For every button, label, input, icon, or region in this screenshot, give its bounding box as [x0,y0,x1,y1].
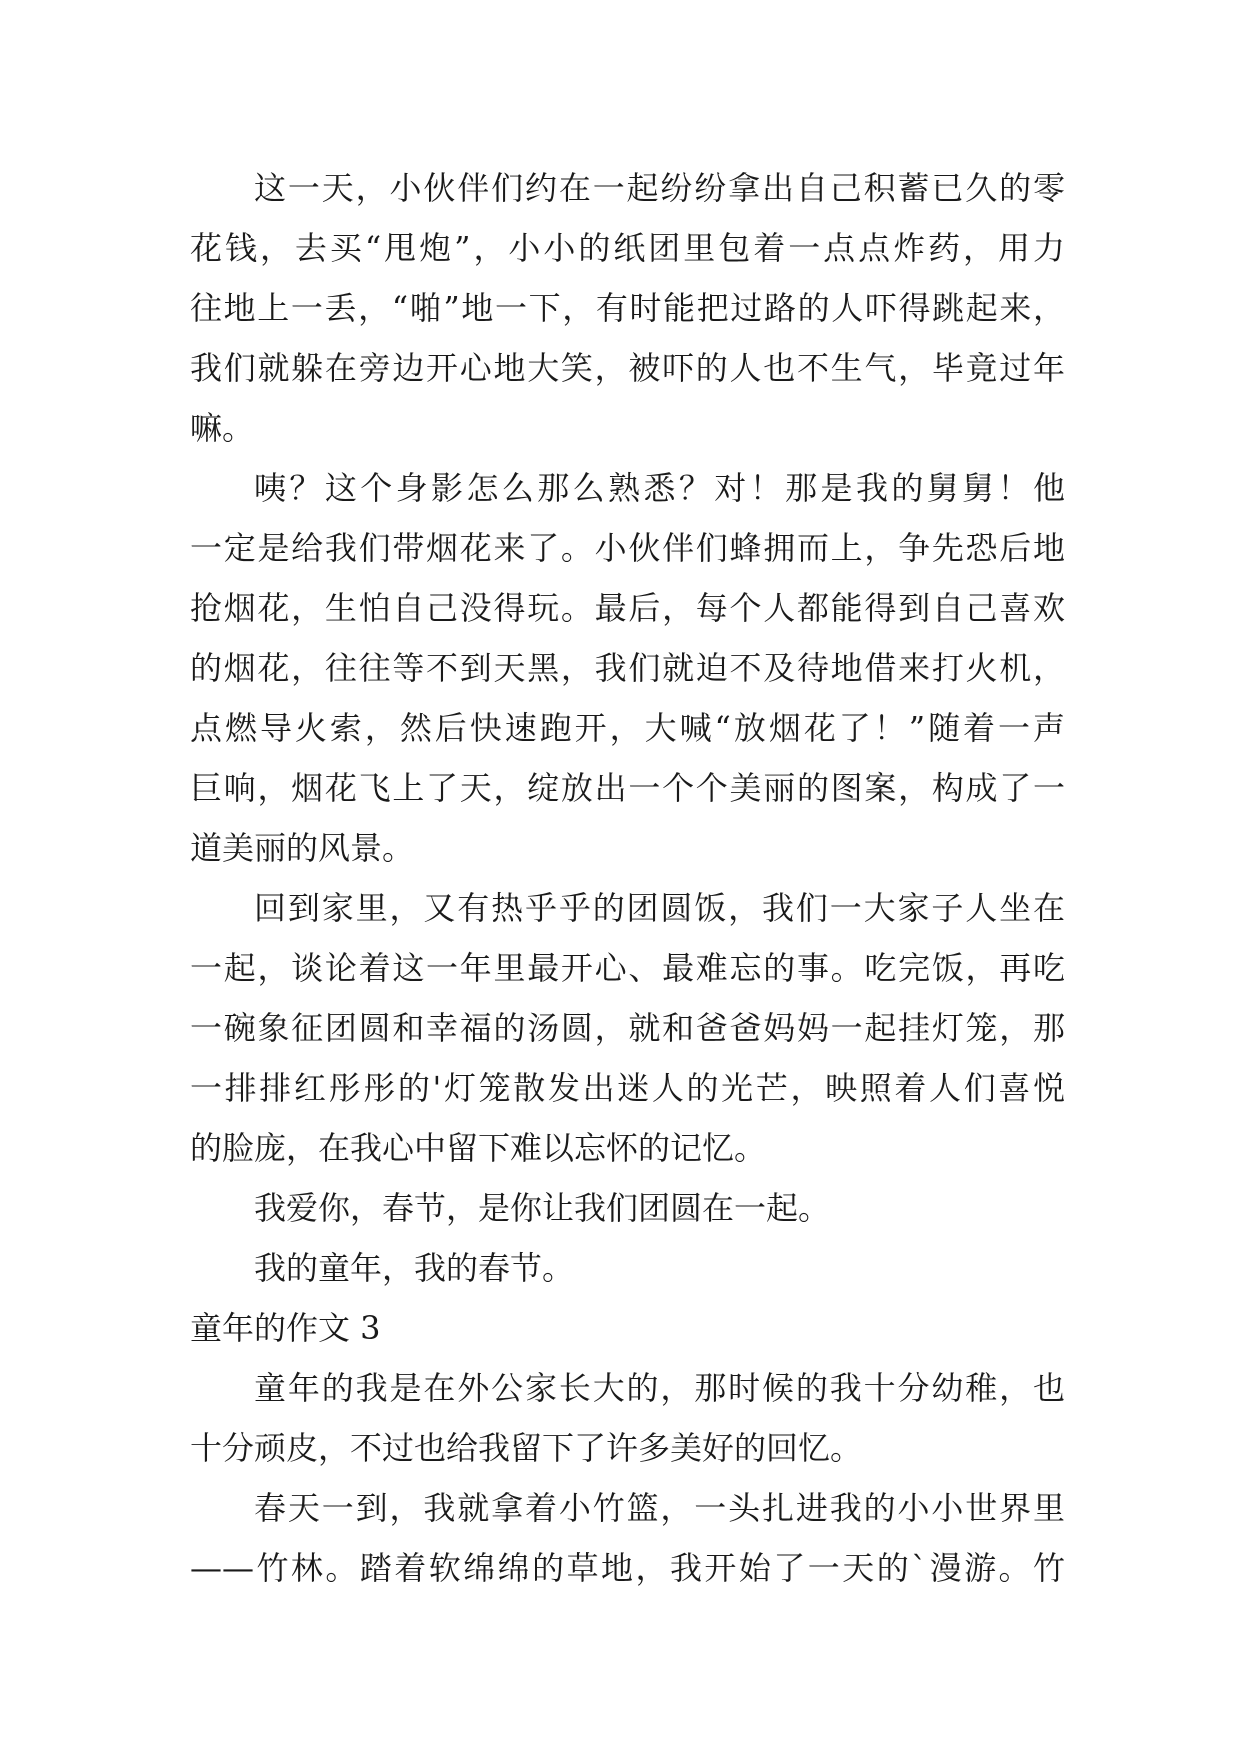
text-line: 的烟花，往往等不到天黑，我们就迫不及待地借来打火机， [190,649,1065,687]
section-heading: 童年的作文 3 [190,1309,381,1347]
paragraph [190,458,1065,878]
paragraph [190,158,1065,458]
text-line: 巨响，烟花飞上了天，绽放出一个个美丽的图案，构成了一 [190,769,1065,807]
text-line: 点燃导火索，然后快速跑开，大喊“放烟花了！”随着一声 [190,709,1065,747]
text-line: 童年的我是在外公家长大的，那时候的我十分幼稚，也 [254,1369,1065,1407]
text-line: 我爱你，春节，是你让我们团圆在一起。 [254,1189,831,1227]
paragraph [190,1178,1065,1238]
paragraph [190,1478,1065,1598]
text-line: 一排排红彤彤的'灯笼散发出迷人的光芒，映照着人们喜悦 [190,1069,1065,1107]
text-line: 咦？这个身影怎么那么熟悉？对！那是我的舅舅！他 [254,469,1065,507]
text-line: 我们就躲在旁边开心地大笑，被吓的人也不生气，毕竟过年 [190,349,1065,387]
text-line: 的脸庞，在我心中留下难以忘怀的记忆。 [190,1129,767,1167]
text-line: 这一天，小伙伴们约在一起纷纷拿出自己积蓄已久的零 [254,169,1065,207]
text-line: 往地上一丢，“啪”地一下，有时能把过路的人吓得跳起来， [190,289,1065,327]
paragraph [190,878,1065,1178]
text-line: 一碗象征团圆和幸福的汤圆，就和爸爸妈妈一起挂灯笼，那 [190,1009,1065,1047]
text-line: 嘛。 [190,409,255,447]
paragraph [190,1238,1065,1298]
text-line: 花钱，去买“甩炮”，小小的纸团里包着一点点炸药，用力 [190,229,1065,267]
text-line: 春天一到，我就拿着小竹篮，一头扎进我的小小世界里 [254,1489,1065,1527]
text-line: ——竹林。踏着软绵绵的草地，我开始了一天的`漫游。竹 [190,1549,1065,1587]
text-line: 一定是给我们带烟花来了。小伙伴们蜂拥而上，争先恐后地 [190,529,1065,567]
paragraph [190,1358,1065,1478]
text-line: 十分顽皮，不过也给我留下了许多美好的回忆。 [190,1429,863,1467]
document-body [190,158,1065,1598]
text-line: 一起，谈论着这一年里最开心、最难忘的事。吃完饭，再吃 [190,949,1065,987]
text-line: 抢烟花，生怕自己没得玩。最后，每个人都能得到自己喜欢 [190,589,1065,627]
text-line: 我的童年，我的春节。 [254,1249,575,1287]
text-line: 回到家里，又有热乎乎的团圆饭，我们一大家子人坐在 [254,889,1065,927]
text-line: 道美丽的风景。 [190,829,415,867]
